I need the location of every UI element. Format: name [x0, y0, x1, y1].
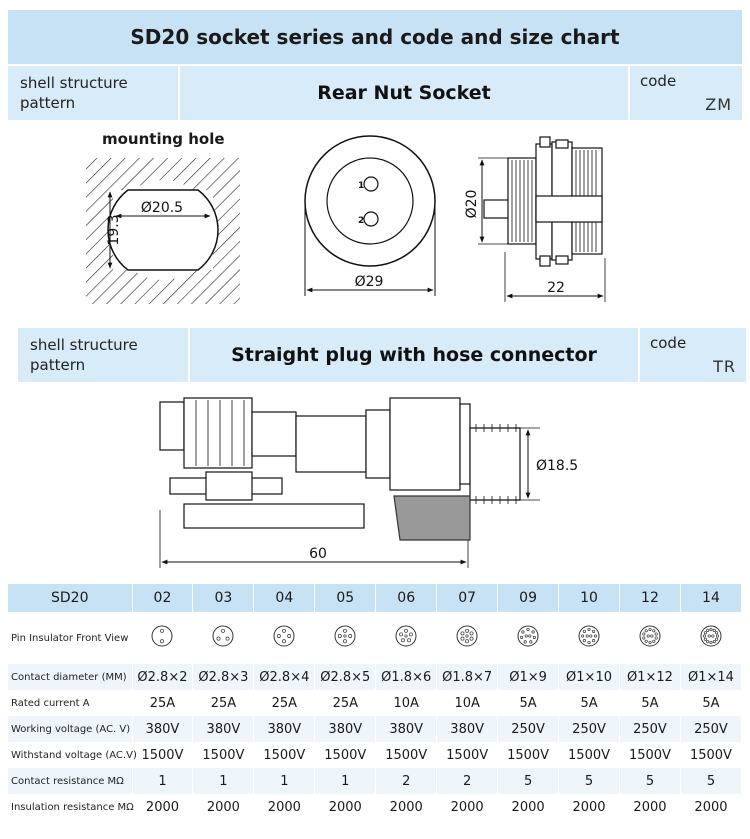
code-header: 02 [132, 584, 193, 612]
pin-face-icon [700, 625, 722, 647]
table-row [8, 794, 742, 820]
dim-plug-length-text: 60 [309, 546, 327, 562]
spec-value: 5A [620, 690, 681, 716]
spec-value: Ø1×14 [680, 664, 741, 690]
pin-face-icon [639, 625, 661, 647]
pin-insulator-face [559, 612, 620, 664]
spec-value: 1500V [680, 742, 741, 768]
dim-side-length-text: 22 [547, 280, 565, 296]
row-label: Insulation resistance MΩ [8, 794, 132, 820]
mounting-hole-drawing [86, 158, 240, 304]
spec-value: 25A [315, 690, 376, 716]
spec-value: 5 [620, 768, 681, 794]
spec-value: 1500V [132, 742, 193, 768]
code-header: 14 [680, 584, 741, 612]
code-header: 09 [498, 584, 559, 612]
series-header: SD20 [8, 584, 132, 612]
code-header: 05 [315, 584, 376, 612]
spec-value: Ø1×9 [498, 664, 559, 690]
spec-value: 2000 [376, 794, 437, 820]
table-row [8, 690, 742, 716]
spec-table [8, 584, 742, 820]
pattern-name: Straight plug with hose connector [188, 328, 638, 382]
spec-value: Ø2.8×2 [132, 664, 193, 690]
pin-hole-1 [364, 177, 378, 191]
shell-structure-label-line2: pattern [20, 94, 76, 112]
spec-value: Ø2.8×4 [254, 664, 315, 690]
pin-face-icon [517, 625, 539, 647]
spec-value: 2000 [498, 794, 559, 820]
spec-value: 380V [437, 716, 498, 742]
pin-face-icon [334, 625, 356, 647]
spec-value: 380V [254, 716, 315, 742]
dim-face-diameter-text: Ø29 [354, 274, 384, 290]
socket-front-face-drawing [305, 136, 435, 296]
pin-insulator-face [680, 612, 741, 664]
table-row [8, 768, 742, 794]
row-label: Working voltage (AC. V) [8, 716, 132, 742]
spec-value: 2000 [132, 794, 193, 820]
spec-value: 5A [680, 690, 741, 716]
pin-insulator-face [132, 612, 193, 664]
spec-value: 1500V [620, 742, 681, 768]
code-header: 03 [193, 584, 254, 612]
spec-value: Ø1.8×6 [376, 664, 437, 690]
code-header: 06 [376, 584, 437, 612]
pin-insulator-face [437, 612, 498, 664]
code-header: 12 [620, 584, 681, 612]
code-header: 07 [437, 584, 498, 612]
spec-value: 380V [132, 716, 193, 742]
straight-plug-hose-drawing [160, 398, 540, 568]
spec-value: 25A [193, 690, 254, 716]
table-row [8, 716, 742, 742]
pin-insulator-face [620, 612, 681, 664]
spec-value: 380V [315, 716, 376, 742]
code-label: code [650, 334, 687, 352]
row-label: Withstand voltage (AC.V) [8, 742, 132, 768]
pin-insulator-face [254, 612, 315, 664]
spec-value: 1500V [498, 742, 559, 768]
pin-face-icon [456, 625, 478, 647]
spec-value: 2000 [620, 794, 681, 820]
dim-hose-diameter-text: Ø18.5 [536, 458, 579, 474]
shell-structure-label-line2: pattern [30, 356, 86, 374]
pin-insulator-face [193, 612, 254, 664]
pattern-name: Rear Nut Socket [178, 66, 628, 120]
spec-value: 25A [132, 690, 193, 716]
table-row [8, 742, 742, 768]
spec-value: 2000 [680, 794, 741, 820]
spec-value: 1500V [437, 742, 498, 768]
table-row [8, 612, 742, 664]
pin-2-label: 2 [358, 216, 365, 226]
shell-structure-label-line1: shell structure [20, 74, 128, 92]
spec-value: 2000 [193, 794, 254, 820]
spec-value: 1500V [559, 742, 620, 768]
spec-value: Ø1×10 [559, 664, 620, 690]
spec-value: 250V [680, 716, 741, 742]
dim-hole-height-text: 19.3 [106, 214, 122, 246]
spec-value: 2 [376, 768, 437, 794]
spec-value: 1500V [376, 742, 437, 768]
spec-value: 5 [559, 768, 620, 794]
spec-value: 10A [437, 690, 498, 716]
code-cell [638, 328, 746, 382]
spec-value: 1 [132, 768, 193, 794]
dim-side-diameter-text: Ø20 [464, 189, 480, 219]
spec-value: Ø2.8×3 [193, 664, 254, 690]
row-label: Contact resistance MΩ [8, 768, 132, 794]
spec-header-row [8, 584, 742, 612]
pin-insulator-face [315, 612, 376, 664]
row-label: Pin Insulator Front View [8, 612, 132, 664]
row-label: Contact diameter (MM) [8, 664, 132, 690]
spec-value: Ø1×12 [620, 664, 681, 690]
spec-value: 25A [254, 690, 315, 716]
code-label: code [640, 72, 677, 90]
shell-structure-label-line1: shell structure [30, 336, 138, 354]
spec-value: 10A [376, 690, 437, 716]
spec-value: 2000 [254, 794, 315, 820]
code-header: 04 [254, 584, 315, 612]
mounting-hole-label: mounting hole [102, 130, 225, 148]
spec-value: 250V [620, 716, 681, 742]
pin-hole-2 [364, 212, 378, 226]
spec-value: 5 [680, 768, 741, 794]
code-header: 10 [559, 584, 620, 612]
code-value: TR [713, 357, 736, 376]
dim-hole-diameter-text: Ø20.5 [140, 200, 184, 216]
code-value: ZM [705, 95, 732, 114]
spec-value: 1500V [315, 742, 376, 768]
spec-value: 1500V [254, 742, 315, 768]
spec-value: 5A [498, 690, 559, 716]
pin-face-icon [273, 625, 295, 647]
spec-value: 380V [193, 716, 254, 742]
spec-value: 5A [559, 690, 620, 716]
spec-value: 2 [437, 768, 498, 794]
pin-face-icon [395, 625, 417, 647]
pin-face-icon [578, 625, 600, 647]
spec-value: 2000 [437, 794, 498, 820]
socket-side-view-drawing [478, 137, 605, 302]
spec-value: Ø1.8×7 [437, 664, 498, 690]
spec-value: 250V [498, 716, 559, 742]
spec-value: 5 [498, 768, 559, 794]
section-header-straight-plug [18, 328, 746, 382]
shell-structure-label [18, 328, 188, 382]
spec-value: 1 [193, 768, 254, 794]
table-row [8, 664, 742, 690]
pin-face-icon [151, 625, 173, 647]
spec-value: 380V [376, 716, 437, 742]
pin-insulator-face [376, 612, 437, 664]
spec-value: 1 [315, 768, 376, 794]
pin-face-icon [212, 625, 234, 647]
spec-value: 1500V [193, 742, 254, 768]
spec-value: 2000 [559, 794, 620, 820]
spec-value: 250V [559, 716, 620, 742]
spec-value: 1 [254, 768, 315, 794]
chart-title: SD20 socket series and code and size chart [8, 10, 742, 64]
spec-value: 2000 [315, 794, 376, 820]
pin-1-label: 1 [358, 181, 365, 191]
spec-value: Ø2.8×5 [315, 664, 376, 690]
pin-insulator-face [498, 612, 559, 664]
row-label: Rated current A [8, 690, 132, 716]
